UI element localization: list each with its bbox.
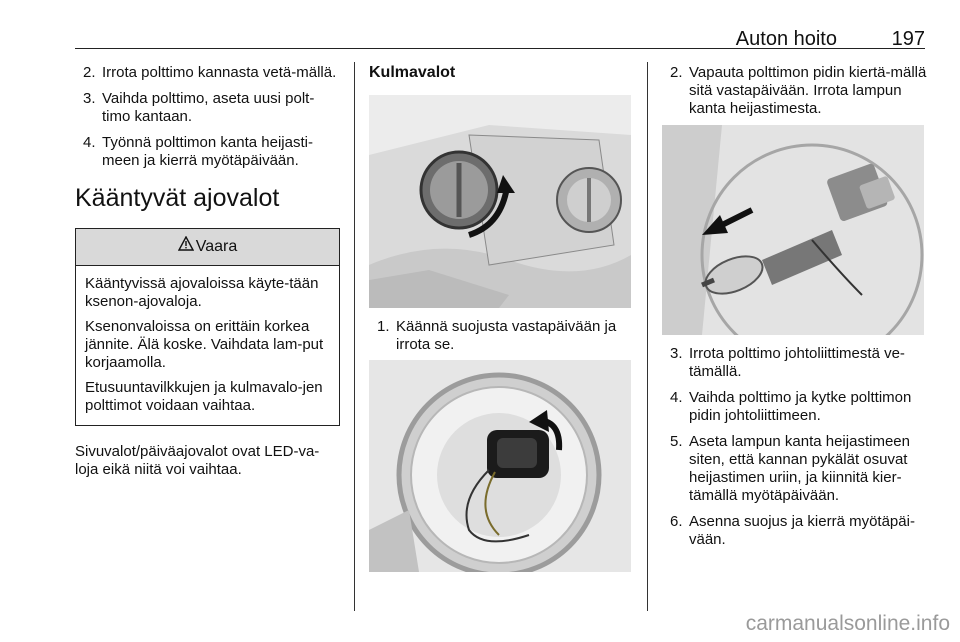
list-item: 5. Aseta lampun kanta heijastimeen siten, että kannan pykälät osuvat heijastimen uriin, ja kiinnitä kier-tämällä myötäpäivään. bbox=[670, 433, 910, 504]
list-item: 3. Irrota polttimo johtoliittimestä ve-tämällä. bbox=[670, 345, 905, 380]
list-item: 3. Vaihda polttimo, aseta uusi polt-timo kantaan. bbox=[83, 90, 315, 125]
step-list bbox=[662, 64, 927, 118]
page-header bbox=[75, 26, 925, 49]
section-heading: Kääntyvät ajovalot bbox=[75, 184, 280, 212]
middle-column bbox=[369, 64, 634, 82]
list-item: 2. Irrota polttimo kannasta vetä-mällä. bbox=[83, 64, 337, 81]
bulb-removal-illustration bbox=[662, 125, 924, 335]
list-item: 2. Vapauta polttimon pidin kiertä-mällä sitä vastapäivään. Irrota lampun kanta heijastimesta. bbox=[670, 64, 927, 117]
right-column bbox=[662, 64, 927, 126]
list-item: 4. Vaihda polttimo ja kytke polttimon pidin johtoliittimeen. bbox=[670, 389, 912, 424]
warning-header bbox=[76, 229, 339, 266]
warning-title: Vaara bbox=[195, 238, 238, 256]
step-list bbox=[369, 318, 634, 354]
right-steps bbox=[662, 345, 927, 557]
led-note: Sivuvalot/päiväajovalot ovat LED-va-loja eikä niitä voi vaihtaa. bbox=[75, 443, 320, 478]
page-number: 197 bbox=[891, 28, 925, 50]
headlamp-illustration bbox=[369, 95, 631, 308]
warning-body bbox=[76, 266, 339, 425]
step-list bbox=[662, 345, 927, 549]
bulb-socket-illustration bbox=[369, 360, 631, 572]
warning-paragraph: Etusuuntavilkkujen ja kulmavalo-jen polttimot voidaan vaihtaa. bbox=[85, 379, 323, 414]
warning-paragraph: Kääntyvissä ajovaloissa käyte-tään ksenon-ajovaloja. bbox=[85, 275, 319, 310]
column-divider bbox=[647, 62, 648, 611]
list-item: 1. Käännä suojusta vastapäivään ja irrota se. bbox=[377, 318, 617, 353]
watermark: carmanualsonline.info bbox=[745, 612, 950, 635]
warning-box bbox=[75, 228, 340, 426]
step-list bbox=[75, 64, 340, 170]
left-column bbox=[75, 64, 340, 479]
middle-steps bbox=[369, 318, 634, 362]
column-divider bbox=[354, 62, 355, 611]
warning-paragraph: Ksenonvaloissa on erittäin korkea jännite. Älä koske. Vaihdata lam-put korjaamolla. bbox=[85, 318, 324, 371]
warning-triangle-icon bbox=[178, 229, 194, 265]
section-title: Auton hoito bbox=[735, 28, 837, 50]
list-item: 6. Asenna suojus ja kierrä myötäpäi-vään. bbox=[670, 513, 915, 548]
list-item: 4. Työnnä polttimon kanta heijasti-meen ja kierrä myötäpäivään. bbox=[83, 134, 313, 169]
subsection-heading: Kulmavalot bbox=[369, 64, 456, 81]
